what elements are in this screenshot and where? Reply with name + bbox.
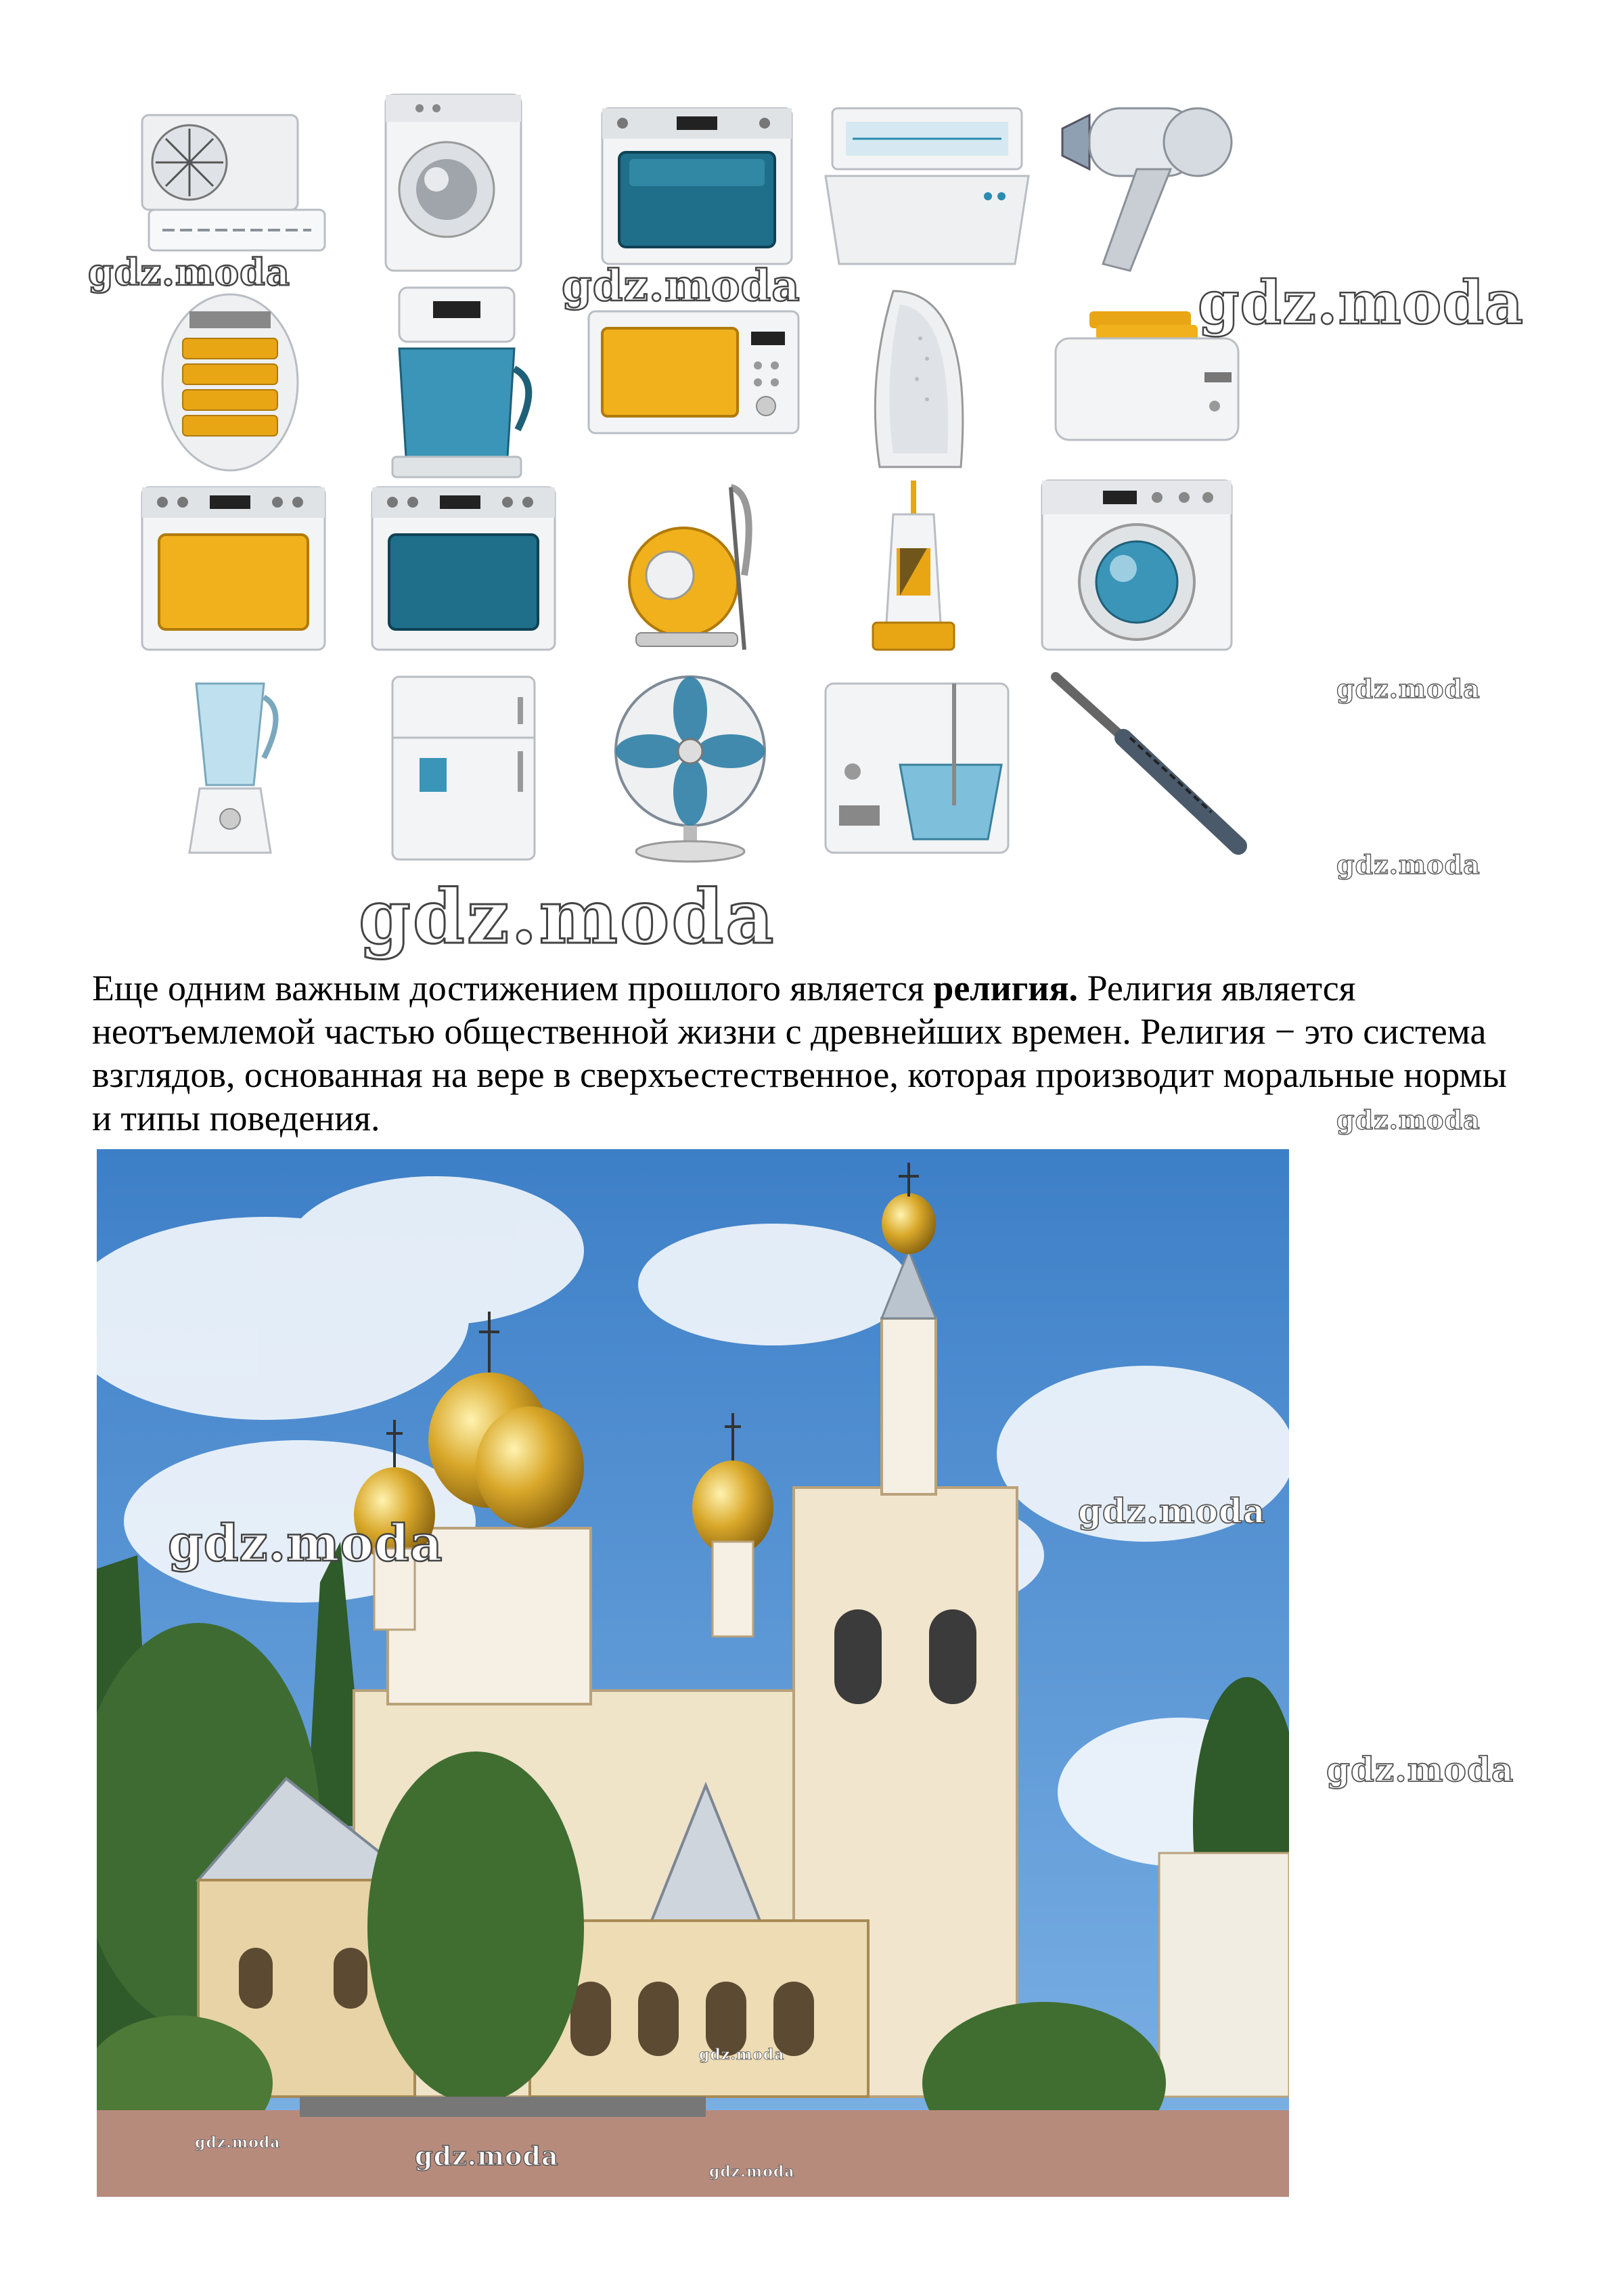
watermark: gdz.moda — [415, 2141, 559, 2171]
refrigerator-icon — [386, 670, 541, 866]
paragraph-text-end: Религия является неотъемлемой частью общественной жизни с древнейших времен. Религия − это система взглядов, основанная на вере в сверхъестественное, которая производит моральные нормы и типы поведения. — [92, 968, 1507, 1138]
paragraph-term-religion: религия. — [933, 968, 1079, 1008]
vacuum-cleaner-icon — [609, 474, 785, 656]
dryer-icon — [379, 88, 535, 277]
curling-iron-icon — [1042, 663, 1259, 866]
watermark: gdz.moda — [1326, 1749, 1514, 1789]
air-conditioner-icon — [135, 108, 338, 271]
watermark: gdz.moda — [359, 873, 776, 960]
microwave-icon — [582, 305, 805, 440]
paragraph-text-start: Еще одним важным достижением прошлого является — [92, 968, 934, 1008]
stand-mixer-icon — [819, 670, 1022, 866]
upright-vacuum-icon — [859, 474, 968, 663]
hair-dryer-icon — [1049, 88, 1252, 284]
watermark: gdz.moda — [1336, 1104, 1481, 1135]
heater-icon — [156, 284, 311, 481]
blender-icon — [176, 670, 291, 866]
washing-machine-icon — [1035, 474, 1238, 656]
oven-icon — [595, 102, 798, 277]
watermark: gdz.moda — [195, 2134, 281, 2151]
church-photo — [97, 1149, 1289, 2197]
stove-blue-icon — [365, 481, 562, 656]
church-illustration — [97, 1149, 1289, 2197]
religion-paragraph — [92, 966, 1520, 1140]
watermark: gdz.moda — [1198, 267, 1525, 338]
appliances-grid — [108, 81, 1259, 866]
watermark: gdz.moda — [699, 2046, 785, 2063]
watermark: gdz.moda — [1336, 673, 1481, 704]
watermark: gdz.moda — [562, 261, 800, 311]
watermark: gdz.moda — [1336, 849, 1481, 880]
watermark: gdz.moda — [168, 1515, 443, 1573]
watermark: gdz.moda — [1078, 1491, 1266, 1531]
iron-icon — [853, 277, 988, 481]
coffee-maker-icon — [379, 281, 541, 484]
watermark: gdz.moda — [709, 2163, 795, 2181]
stove-yellow-icon — [135, 481, 332, 656]
fan-icon — [602, 670, 778, 866]
dishwasher-icon — [819, 102, 1035, 277]
watermark: gdz.moda — [88, 250, 290, 294]
